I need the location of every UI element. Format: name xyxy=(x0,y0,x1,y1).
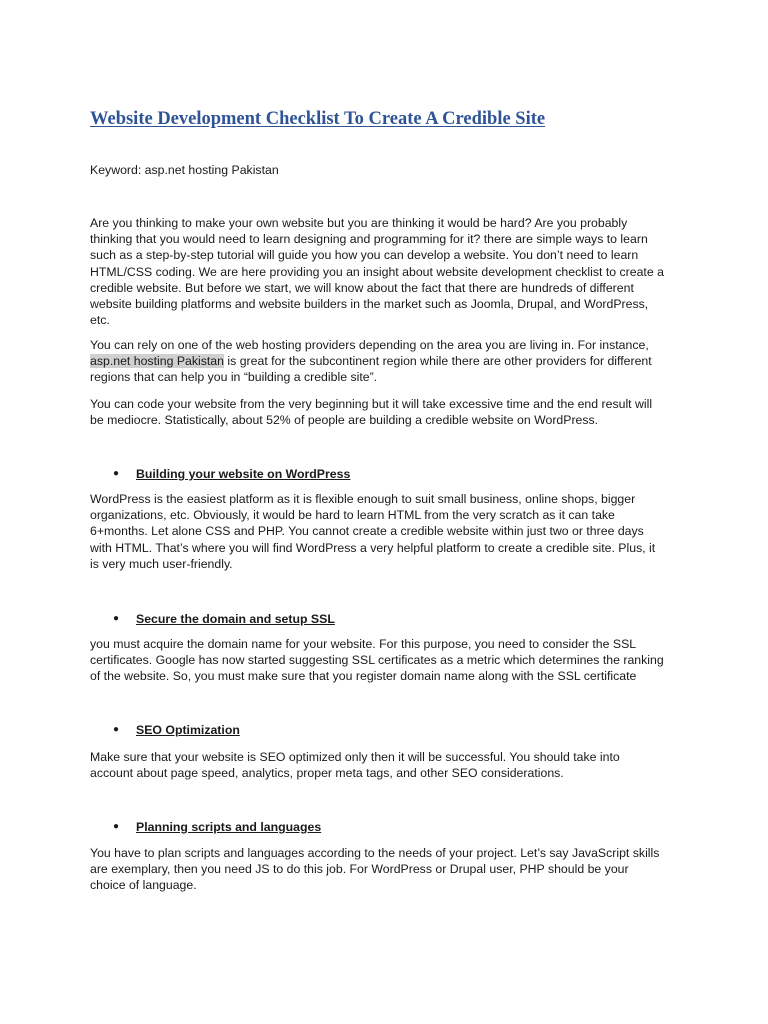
text-line: Are you thinking to make your own website but you are thinking it would be hard? Are you probably xyxy=(90,216,628,230)
section-body-domain-ssl xyxy=(90,636,690,685)
text-line: organizations, etc. Obviously, it would be hard to learn HTML from the very scratch as it can take xyxy=(90,508,615,523)
section-body-wordpress xyxy=(90,491,690,572)
intro-paragraph-2 xyxy=(90,337,690,386)
text-line: HTML/CSS coding. We are here providing you an insight about website development checklist to create a xyxy=(90,264,664,279)
section-body-seo xyxy=(90,749,690,781)
text-line: You can code your website from the very beginning but it will take excessive time and the end result will xyxy=(90,397,653,411)
section-heading-text: Planning scripts and languages xyxy=(136,820,322,834)
text-line: is very much user-friendly. xyxy=(90,556,233,571)
intro-paragraph-3 xyxy=(90,396,690,428)
text-line: regions that can help you in “building a credible site”. xyxy=(90,370,378,385)
text-line: such as a step-by-step tutorial will guide you how you can develop a website. You don’t need to learn xyxy=(90,248,639,263)
section-heading-text: Building your website on WordPress xyxy=(136,467,351,481)
intro-paragraph-1 xyxy=(90,215,690,328)
text-line: You can rely on one of the web hosting providers depending on the area you are living in. For instance, xyxy=(90,338,649,352)
highlighted-keyword: asp.net hosting Pakistan xyxy=(90,354,224,369)
text-fragment: is great for the subcontinent region while there are other providers for different xyxy=(224,354,652,369)
text-line: certificates. Google has now started suggesting SSL certificates as a metric which determines the ranking xyxy=(90,653,664,668)
section-heading-text: SEO Optimization xyxy=(136,723,240,737)
text-line: WordPress is the easiest platform as it is flexible enough to suit small business, online shops, bigger xyxy=(90,492,636,506)
text-line: be mediocre. Statistically, about 52% of people are building a credible website on WordPress. xyxy=(90,413,599,428)
text-line: you must acquire the domain name for your website. For this purpose, you need to consider the SSL xyxy=(90,637,637,651)
text-line: are exemplary, then you need JS to do this job. For WordPress or Drupal user, PHP should be your xyxy=(90,862,629,877)
text-line: with HTML. That’s where you will find WordPress a very helpful platform to create a credible site. Plus, it xyxy=(90,540,656,555)
text-line: choice of language. xyxy=(90,878,197,893)
bullet-icon: ● xyxy=(113,468,120,479)
text-line: website building platforms and website builders in the market such as Joomla, Drupal, and WordPress, xyxy=(90,297,649,312)
text-line: 6+months. Let alone CSS and PHP. You cannot create a credible website within just two or three days xyxy=(90,524,644,539)
text-line xyxy=(90,353,690,369)
text-line: of the website. So, you must make sure that you register domain name along with the SSL certificate xyxy=(90,669,637,684)
text-line: Make sure that your website is SEO optimized only then it will be successful. You should take into xyxy=(90,750,620,764)
text-line: credible website. But before we start, we will know about the fact that there are hundreds of different xyxy=(90,280,634,295)
section-heading-text: Secure the domain and setup SSL xyxy=(136,612,335,626)
text-line: You have to plan scripts and languages according to the needs of your project. Let’s say JavaScript skills xyxy=(90,846,660,860)
bullet-icon: ● xyxy=(113,821,120,832)
document-title: Website Development Checklist To Create A Credible Site xyxy=(90,109,546,129)
text-line: account about page speed, analytics, proper meta tags, and other SEO considerations. xyxy=(90,766,564,781)
section-body-scripts-languages xyxy=(90,845,690,894)
text-line: etc. xyxy=(90,313,110,328)
bullet-icon: ● xyxy=(113,724,120,735)
text-line: thinking that you would need to learn designing and programming for it? there are simple ways to learn xyxy=(90,232,648,247)
bullet-icon: ● xyxy=(113,613,120,624)
keyword-line: Keyword: asp.net hosting Pakistan xyxy=(90,163,279,177)
